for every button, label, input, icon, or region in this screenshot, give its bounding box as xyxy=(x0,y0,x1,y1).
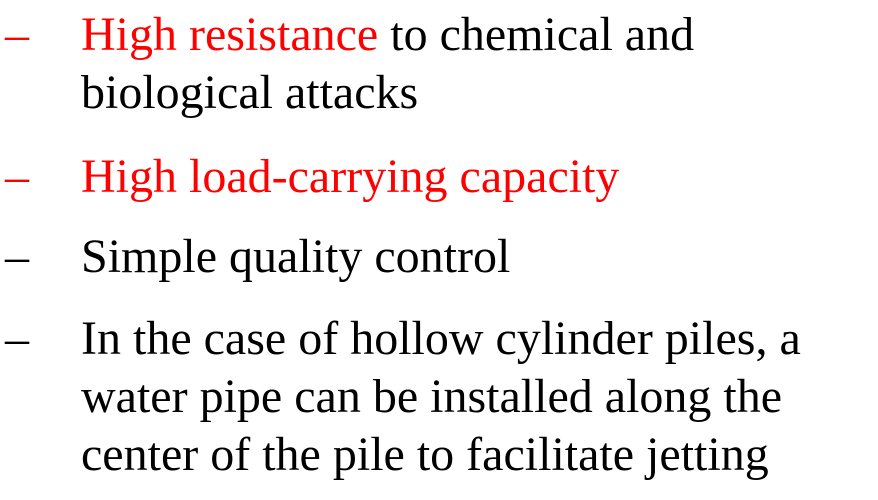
bullet-dash: – xyxy=(5,230,29,283)
bullet-dash: – xyxy=(5,8,29,61)
bullet-continuation: water pipe can be installed along the xyxy=(81,370,783,423)
bullet-dash: – xyxy=(5,150,29,203)
bullet-text xyxy=(81,148,878,206)
emphasis-text: High resistance xyxy=(81,8,379,61)
bullet-continuation: biological attacks xyxy=(81,66,419,119)
emphasis-text: High load-carrying capacity xyxy=(81,150,620,203)
body-text: Simple quality control xyxy=(81,230,511,283)
bullet-continuation: center of the pile to facilitate jetting xyxy=(81,428,769,481)
bullet-text xyxy=(81,6,878,122)
bullet-line xyxy=(81,6,878,64)
bullet-text xyxy=(81,310,878,484)
bullet-dash: – xyxy=(5,312,29,365)
body-text: In the case of hollow cylinder piles, a xyxy=(81,312,801,365)
bullet-text xyxy=(81,228,878,286)
body-text: to chemical and xyxy=(378,8,695,61)
